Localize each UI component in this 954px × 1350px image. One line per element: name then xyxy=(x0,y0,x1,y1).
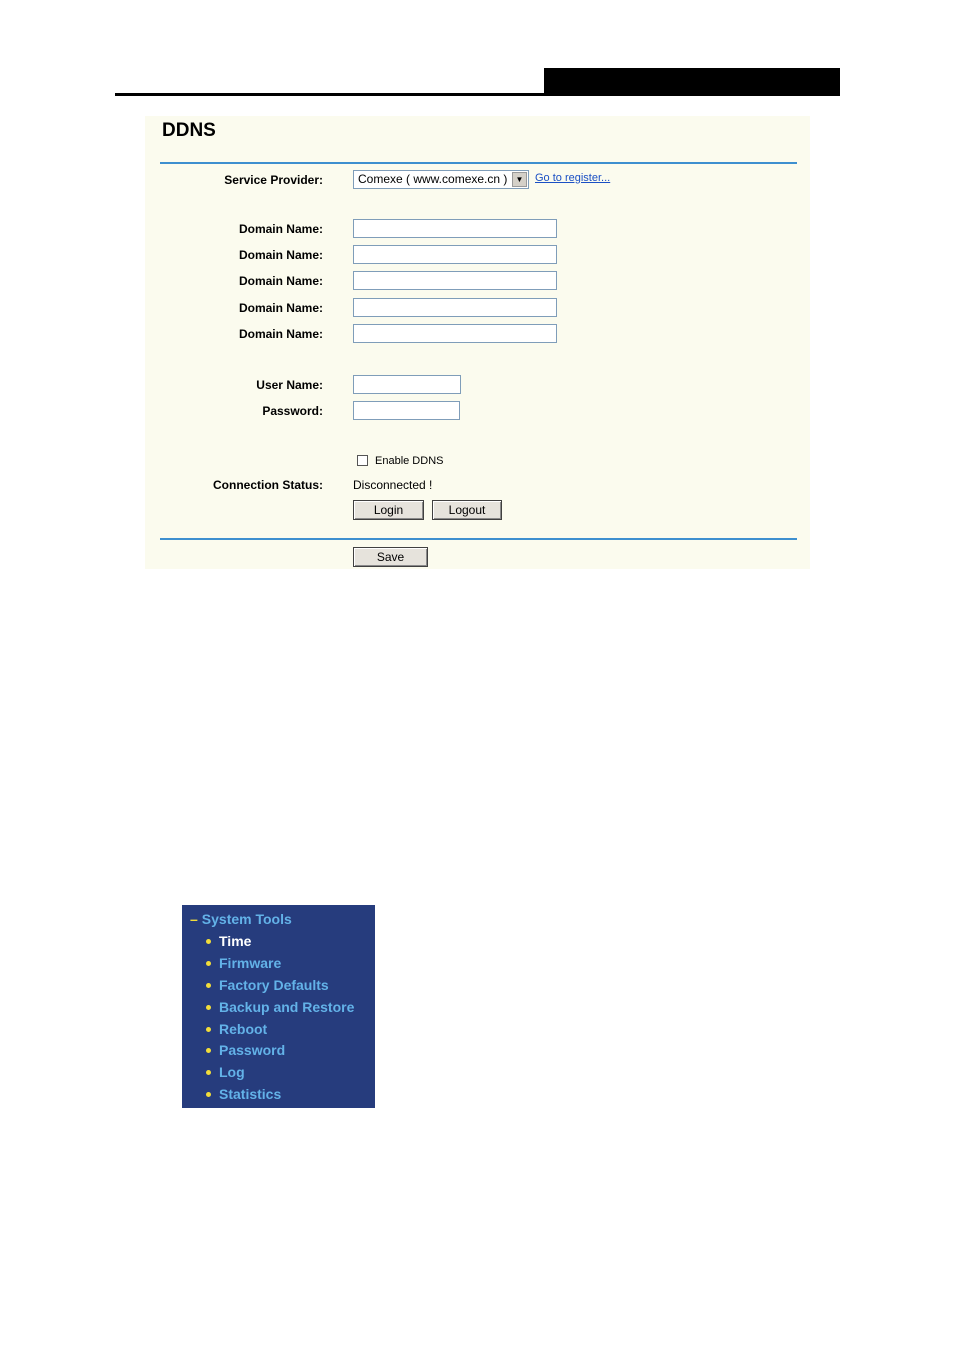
menu-item-password[interactable] xyxy=(206,1042,285,1058)
menu-item-label: Backup and Restore xyxy=(219,999,355,1015)
menu-item-label: Firmware xyxy=(219,955,282,971)
password-input[interactable] xyxy=(353,401,460,420)
connection-status-label: Connection Status: xyxy=(213,478,323,492)
ddns-panel xyxy=(145,116,810,569)
bullet-icon xyxy=(206,1048,211,1053)
bullet-icon xyxy=(206,1027,211,1032)
menu-item-firmware[interactable] xyxy=(206,955,281,971)
menu-header-label: System Tools xyxy=(201,911,292,927)
password-label: Password: xyxy=(262,404,323,418)
register-link[interactable]: Go to register... xyxy=(535,172,611,184)
system-tools-menu xyxy=(182,905,375,1108)
menu-item-label: Password xyxy=(219,1042,286,1058)
domain-row-5 xyxy=(145,324,810,344)
username-input[interactable] xyxy=(353,375,461,394)
menu-item-label: Statistics xyxy=(219,1086,282,1102)
menu-item-time[interactable] xyxy=(206,933,251,949)
header-rule xyxy=(115,93,840,96)
menu-item-factory-defaults[interactable] xyxy=(206,977,329,993)
username-row xyxy=(145,375,810,395)
domain-row-3 xyxy=(145,271,810,291)
login-button[interactable]: Login xyxy=(353,500,424,520)
bottom-divider xyxy=(160,538,797,540)
enable-ddns-checkbox[interactable] xyxy=(357,455,368,466)
bullet-icon xyxy=(206,1092,211,1097)
username-label: User Name: xyxy=(256,378,323,392)
bullet-icon xyxy=(206,983,211,988)
bullet-icon xyxy=(206,1070,211,1075)
service-provider-select[interactable] xyxy=(353,170,529,189)
chevron-down-icon[interactable]: ▼ xyxy=(512,172,527,187)
domain-row-1 xyxy=(145,219,810,239)
domain-name-input-3[interactable] xyxy=(353,271,557,290)
enable-ddns-row xyxy=(145,451,810,471)
header-black-bar xyxy=(544,68,840,95)
password-row xyxy=(145,401,810,421)
collapse-icon: – xyxy=(190,911,198,927)
menu-item-label: Time xyxy=(219,933,252,949)
domain-name-input-1[interactable] xyxy=(353,219,557,238)
menu-item-label: Log xyxy=(219,1064,245,1080)
domain-label: Domain Name: xyxy=(238,327,323,341)
menu-header-system-tools[interactable] xyxy=(190,911,292,927)
logout-button[interactable]: Logout xyxy=(432,500,502,520)
service-provider-row xyxy=(145,170,810,190)
domain-row-4 xyxy=(145,298,810,318)
connection-status-value: Disconnected ! xyxy=(353,478,433,492)
menu-item-backup-and-restore[interactable] xyxy=(206,999,354,1015)
save-button[interactable]: Save xyxy=(353,547,428,567)
domain-row-2 xyxy=(145,245,810,265)
domain-name-input-2[interactable] xyxy=(353,245,557,264)
domain-label: Domain Name: xyxy=(238,248,323,262)
bullet-icon xyxy=(206,939,211,944)
top-divider xyxy=(160,162,797,164)
service-provider-label: Service Provider: xyxy=(224,173,323,187)
menu-item-reboot[interactable] xyxy=(206,1021,267,1037)
domain-label: Domain Name: xyxy=(238,274,323,288)
connection-status-row xyxy=(145,475,810,495)
enable-ddns-label: Enable DDNS xyxy=(375,455,444,467)
page-title: DDNS xyxy=(162,120,216,141)
bullet-icon xyxy=(206,961,211,966)
menu-item-label: Reboot xyxy=(219,1021,268,1037)
menu-item-statistics[interactable] xyxy=(206,1086,281,1102)
menu-item-label: Factory Defaults xyxy=(219,977,329,993)
domain-name-input-5[interactable] xyxy=(353,324,557,343)
domain-name-input-4[interactable] xyxy=(353,298,557,317)
service-provider-value: Comexe ( www.comexe.cn ) xyxy=(358,172,508,186)
bullet-icon xyxy=(206,1005,211,1010)
domain-label: Domain Name: xyxy=(238,301,323,315)
domain-label: Domain Name: xyxy=(238,222,323,236)
menu-item-log[interactable] xyxy=(206,1064,245,1080)
